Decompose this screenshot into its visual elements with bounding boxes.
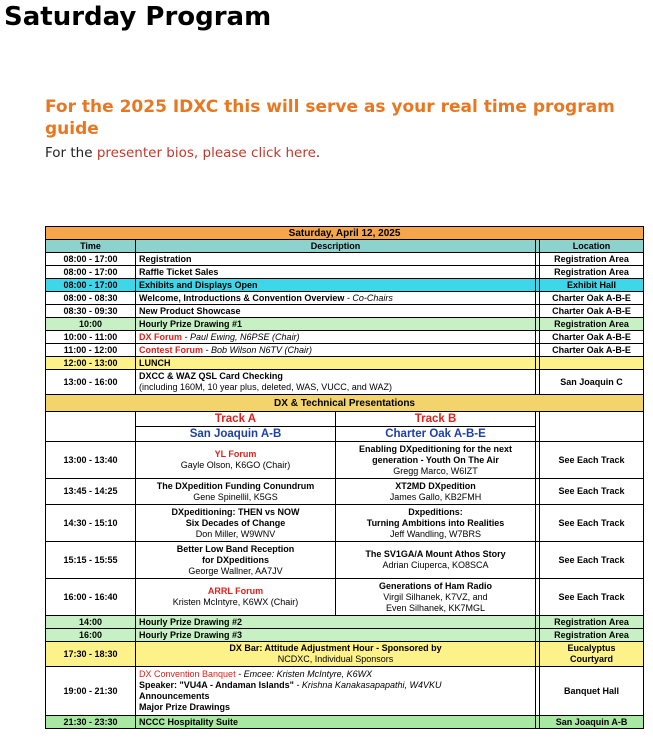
table-row bbox=[46, 318, 644, 331]
row-location: Banquet Hall bbox=[540, 667, 644, 716]
track-a-name: Track A bbox=[136, 412, 336, 427]
session-location: See Each Track bbox=[540, 442, 644, 479]
session-b-title: Enabling DXpeditioning for the next bbox=[359, 443, 512, 454]
session-location: See Each Track bbox=[540, 505, 644, 542]
track-a-room: San Joaquin A-B bbox=[136, 427, 336, 442]
table-row bbox=[46, 370, 644, 395]
session-track-b bbox=[336, 542, 536, 579]
session-a-title-2: Six Decades of Change bbox=[185, 517, 286, 528]
table-row bbox=[46, 629, 644, 642]
header-description: Description bbox=[136, 240, 536, 253]
session-track-a bbox=[136, 505, 336, 542]
session-track-b bbox=[336, 479, 536, 505]
row-description-title: Contest Forum bbox=[139, 344, 203, 355]
row-time: 10:00 bbox=[46, 318, 136, 331]
banquet-announcements: Announcements bbox=[139, 691, 210, 701]
row-location: Registration Area bbox=[540, 266, 644, 279]
dx-bar-row bbox=[46, 642, 644, 667]
row-description: Hourly Prize Drawing #2 bbox=[136, 616, 536, 629]
program-guide-subtitle: For the 2025 IDXC this will serve as your real time program guide bbox=[45, 97, 615, 139]
session-track-a bbox=[136, 442, 336, 479]
session-track-b bbox=[336, 579, 536, 616]
session-b-speaker: Jeff Wandling, W7BRS bbox=[389, 528, 482, 539]
session-b-title: Dxpeditions: bbox=[408, 506, 463, 517]
banquet-prize-drawings: Major Prize Drawings bbox=[139, 702, 231, 712]
row-location: San Joaquin C bbox=[540, 370, 644, 395]
session-time: 14:30 - 15:10 bbox=[46, 505, 136, 542]
session-time: 15:15 - 15:55 bbox=[46, 542, 136, 579]
bio-suffix: . bbox=[315, 145, 321, 161]
session-a-title-2: for DXpeditions bbox=[202, 554, 269, 565]
session-track-a bbox=[136, 479, 336, 505]
session-a-speaker: George Wallner, AA7JV bbox=[188, 565, 283, 576]
row-description: Exhibits and Displays Open bbox=[136, 279, 536, 292]
session-track-a bbox=[136, 579, 336, 616]
session-b-speaker-2: Even Silhanek, KK7MGL bbox=[385, 602, 486, 613]
session-row bbox=[46, 542, 644, 579]
session-a-title: The DXpedition Funding Conundrum bbox=[156, 480, 315, 491]
session-a-speaker: Don Miller, W9WNV bbox=[195, 528, 276, 539]
dx-bar-sponsors: NCDXC, Individual Sponsors bbox=[277, 654, 394, 664]
table-row bbox=[46, 305, 644, 318]
row-time: 11:00 - 12:00 bbox=[46, 344, 136, 357]
session-row bbox=[46, 442, 644, 479]
row-time: 17:30 - 18:30 bbox=[46, 642, 136, 667]
row-description: Raffle Ticket Sales bbox=[136, 266, 536, 279]
session-b-title: Generations of Ham Radio bbox=[378, 580, 493, 591]
banquet-title: DX Convention Banquet bbox=[139, 669, 236, 679]
session-row bbox=[46, 505, 644, 542]
row-location: Registration Area bbox=[540, 318, 644, 331]
row-time: 08:00 - 17:00 bbox=[46, 266, 136, 279]
header-location: Location bbox=[540, 240, 644, 253]
row-description-note: - Bob Wilson N6TV (Chair) bbox=[203, 344, 312, 355]
session-b-speaker: James Gallo, KB2FMH bbox=[389, 491, 482, 502]
row-description-title: DXCC & WAZ QSL Card Checking bbox=[139, 371, 283, 381]
session-time: 16:00 - 16:40 bbox=[46, 579, 136, 616]
row-description: LUNCH bbox=[136, 357, 536, 370]
session-b-title-2: generation - Youth On The Air bbox=[372, 454, 499, 465]
row-location: Charter Oak A-B-E bbox=[540, 331, 644, 344]
row-time: 19:00 - 21:30 bbox=[46, 667, 136, 716]
presenter-bios-link[interactable]: presenter bios, please click here bbox=[96, 145, 316, 161]
row-description: Hourly Prize Drawing #1 bbox=[136, 318, 536, 331]
row-time: 08:00 - 17:00 bbox=[46, 253, 136, 266]
session-row bbox=[46, 479, 644, 505]
row-time: 08:00 - 17:00 bbox=[46, 279, 136, 292]
session-b-speaker: Virgil Silhanek, K7VZ, and bbox=[383, 591, 488, 602]
session-location: See Each Track bbox=[540, 542, 644, 579]
row-location bbox=[540, 642, 644, 667]
dx-bar-title: DX Bar: Attitude Adjustment Hour - Sponsored by bbox=[229, 643, 442, 653]
row-location: Registration Area bbox=[540, 616, 644, 629]
dx-bar-location-2: Courtyard bbox=[570, 654, 614, 664]
row-location: Charter Oak A-B-E bbox=[540, 344, 644, 357]
session-a-speaker: Gayle Olson, K6GO (Chair) bbox=[180, 460, 291, 470]
schedule-date-row bbox=[46, 227, 644, 240]
banquet-emcee: - Emcee: Kristen McIntyre, K6WX bbox=[235, 669, 373, 679]
row-description bbox=[136, 370, 536, 395]
table-row bbox=[46, 616, 644, 629]
table-row bbox=[46, 266, 644, 279]
track-b-room: Charter Oak A-B-E bbox=[336, 427, 536, 442]
row-time: 12:00 - 13:00 bbox=[46, 357, 136, 370]
session-a-title: ARRL Forum bbox=[207, 586, 264, 596]
bio-line bbox=[45, 144, 320, 162]
header-time: Time bbox=[46, 240, 136, 253]
track-header-row bbox=[46, 412, 644, 427]
session-track-b bbox=[336, 505, 536, 542]
row-description bbox=[136, 292, 536, 305]
row-location: San Joaquin A-B bbox=[540, 716, 644, 729]
schedule-table bbox=[45, 226, 644, 729]
row-description: NCCC Hospitality Suite bbox=[136, 716, 536, 729]
session-time: 13:45 - 14:25 bbox=[46, 479, 136, 505]
row-location: Charter Oak A-B-E bbox=[540, 292, 644, 305]
row-location: Registration Area bbox=[540, 629, 644, 642]
row-location: Exhibit Hall bbox=[540, 279, 644, 292]
session-location: See Each Track bbox=[540, 479, 644, 505]
track-b-name: Track B bbox=[336, 412, 536, 427]
row-time: 08:00 - 08:30 bbox=[46, 292, 136, 305]
session-b-title-2: Turning Ambitions into Realities bbox=[366, 517, 505, 528]
table-row bbox=[46, 253, 644, 266]
row-description bbox=[136, 667, 536, 716]
hospitality-row bbox=[46, 716, 644, 729]
page-title: Saturday Program bbox=[4, 2, 272, 32]
row-description bbox=[136, 331, 536, 344]
banquet-speaker: - Krishna Kanakasapapathi, W4VKU bbox=[293, 680, 442, 690]
dx-bar-location-1: Eucalyptus bbox=[567, 643, 616, 653]
session-b-title: XT2MD DXpedition bbox=[395, 480, 476, 491]
row-description-note: - Paul Ewing, N6PSE (Chair) bbox=[182, 331, 300, 342]
session-location: See Each Track bbox=[540, 579, 644, 616]
session-a-title: Better Low Band Reception bbox=[176, 543, 295, 554]
row-location bbox=[540, 357, 644, 370]
row-description-title: DX Forum bbox=[139, 331, 183, 342]
row-description bbox=[136, 344, 536, 357]
session-time: 13:00 - 13:40 bbox=[46, 442, 136, 479]
track-time-blank bbox=[46, 412, 136, 442]
table-row bbox=[46, 331, 644, 344]
track-location-blank bbox=[540, 412, 644, 442]
session-b-title: The SV1GA/A Mount Athos Story bbox=[365, 549, 506, 559]
row-time: 08:30 - 09:30 bbox=[46, 305, 136, 318]
session-a-speaker: Kristen McIntyre, K6WX (Chair) bbox=[172, 597, 299, 607]
dx-section-row bbox=[46, 395, 644, 412]
table-row bbox=[46, 292, 644, 305]
session-b-speaker: Adrian Ciuperca, KO8SCA bbox=[382, 560, 489, 570]
row-description: Registration bbox=[136, 253, 536, 266]
row-description bbox=[136, 642, 536, 667]
session-track-a bbox=[136, 542, 336, 579]
row-location: Registration Area bbox=[540, 253, 644, 266]
row-description-note: (including 160M, 10 year plus, deleted, WAS, VUCC, and WAZ) bbox=[139, 382, 392, 392]
row-description: New Product Showcase bbox=[136, 305, 536, 318]
schedule-header-row bbox=[46, 240, 644, 253]
schedule-date: Saturday, April 12, 2025 bbox=[46, 227, 644, 240]
banquet-row bbox=[46, 667, 644, 716]
row-time: 21:30 - 23:30 bbox=[46, 716, 136, 729]
row-time: 10:00 - 11:00 bbox=[46, 331, 136, 344]
row-time: 13:00 - 16:00 bbox=[46, 370, 136, 395]
session-a-title: DXpeditioning: THEN vs NOW bbox=[171, 506, 300, 517]
session-a-title: YL Forum bbox=[214, 449, 257, 459]
banquet-speaker-label: Speaker: "VU4A - Andaman Islands" bbox=[139, 680, 294, 690]
session-row bbox=[46, 579, 644, 616]
table-row bbox=[46, 357, 644, 370]
session-a-speaker: Gene Spinellil, K5GS bbox=[193, 491, 278, 502]
session-track-b bbox=[336, 442, 536, 479]
row-location: Charter Oak A-B-E bbox=[540, 305, 644, 318]
row-time: 16:00 bbox=[46, 629, 136, 642]
row-description-note: - Co-Chairs bbox=[344, 292, 393, 303]
dx-section-title: DX & Technical Presentations bbox=[46, 395, 644, 412]
row-description: Hourly Prize Drawing #3 bbox=[136, 629, 536, 642]
bio-prefix: For the bbox=[45, 145, 97, 161]
table-row bbox=[46, 344, 644, 357]
row-time: 14:00 bbox=[46, 616, 136, 629]
row-description-title: Welcome, Introductions & Convention Overview bbox=[139, 292, 345, 303]
table-row bbox=[46, 279, 644, 292]
session-b-speaker: Gregg Marco, W6IZT bbox=[393, 465, 478, 476]
